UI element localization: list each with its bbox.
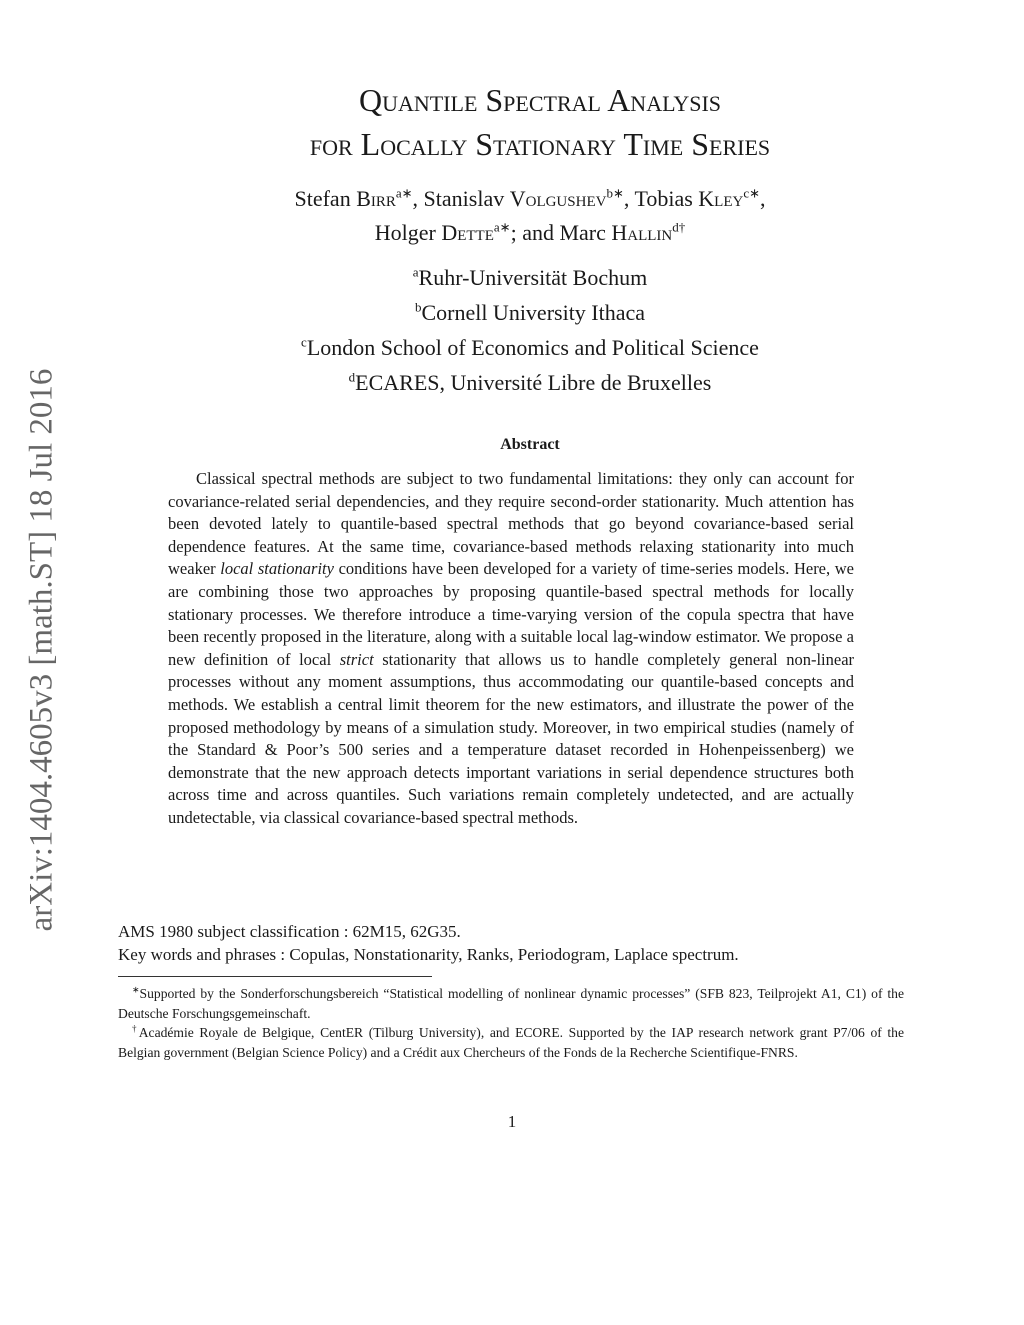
abstract-heading: Abstract	[500, 436, 560, 453]
abstract-body: Classical spectral methods are subject to two fundamental limitations: they only can account for covariance-related serial dependencies, and they require second-order stationarity. Much attention has been devoted lately to quantile-based spectral methods that go beyond covariance-based serial dependence features. At the same time, covariance-based methods relaxing stationarity into much weaker local stationarity conditions have been developed for a variety of time-series models. Here, we are combining those two approaches by proposing quantile-based spectral methods for locally stationary processes. We therefore introduce a time-varying version of the copula spectra that have been recently proposed in the literature, along with a suitable local lag-window estimator. We propose a new definition of local strict stationarity that allows us to handle completely general non-linear processes without any moment assumptions, thus accommodating our quantile-based concepts and methods. We establish a central limit theorem for the new estimators, and illustrate the power of the proposed methodology by means of a simulation study. Moreover, in two empirical studies (namely of the Standard & Poor’s 500 series and a temperature dataset recorded in Hohenpeissenberg) we demonstrate that the new approach detects important variations in serial dependence structures both across time and across quantiles. Such variations remain completely undetected, and are actually undetectable, via classical covariance-based spectral methods.	[168, 469, 855, 827]
arxiv-id: arXiv:1404.4605v3 [math.ST] 18 Jul 2016	[23, 368, 60, 932]
affiliation-b: $^b$Cornell University Ithaca	[414, 299, 646, 325]
page-number: 1	[507, 1112, 517, 1131]
paper-metadata	[118, 920, 908, 966]
arxiv-sidebar-stamp	[12, 340, 72, 960]
subject-classification: AMS 1980 subject classification : 62M15, 62G35.	[118, 922, 461, 941]
author-1: Stefan Birr$^{a∗}$	[294, 185, 413, 211]
author-2: Stanislav Volgushev$^{b∗}$	[423, 185, 624, 211]
author-3: Tobias Kley$^{c∗}$	[634, 185, 761, 211]
paper-title	[140, 78, 940, 166]
affiliation-c: $^c$London School of Economics and Political Science	[301, 334, 759, 360]
author-list	[140, 182, 920, 250]
author-4: Holger Dette$^{a∗}$	[374, 219, 511, 245]
keywords: Key words and phrases : Copulas, Nonstationarity, Ranks, Periodogram, Laplace spectrum.	[118, 945, 739, 964]
affiliation-a: $^a$Ruhr-Universität Bochum	[412, 264, 648, 290]
author-5: Marc Hallin$^{d\dagger}$	[559, 219, 686, 245]
footnote-1: ∗Supported by the Sonderforschungsbereich “Statistical modelling of nonlinear dynamic processes” (SFB 823, Teilprojekt A1, C1) of the Deutsche Forschungsgemeinschaft.	[118, 984, 904, 1021]
footnote-2: †Académie Royale de Belgique, CentER (Tilburg University), and ECORE. Supported by the IAP research network grant P7/06 of the Belgian government (Belgian Science Policy) and a Crédit aux Chercheurs of the Fonds de la Recherche Scientifique-FNRS.	[118, 1023, 905, 1060]
author-line-1: Stefan Birr$^{a∗}$, Stanislav Volgushev$^{b∗}$, Tobias Kley$^{c∗}$,	[294, 185, 766, 211]
affiliation-d: $^d$ECARES, Université Libre de Bruxelles	[348, 369, 712, 395]
author-line-2: Holger Dette$^{a∗}$; and Marc Hallin$^{d\dagger}$	[374, 219, 686, 245]
footnote-rule	[118, 976, 432, 977]
title-line-2: for Locally Stationary Time Series	[309, 126, 771, 162]
affiliations	[140, 260, 920, 400]
title-line-1: Quantile Spectral Analysis	[358, 82, 722, 118]
